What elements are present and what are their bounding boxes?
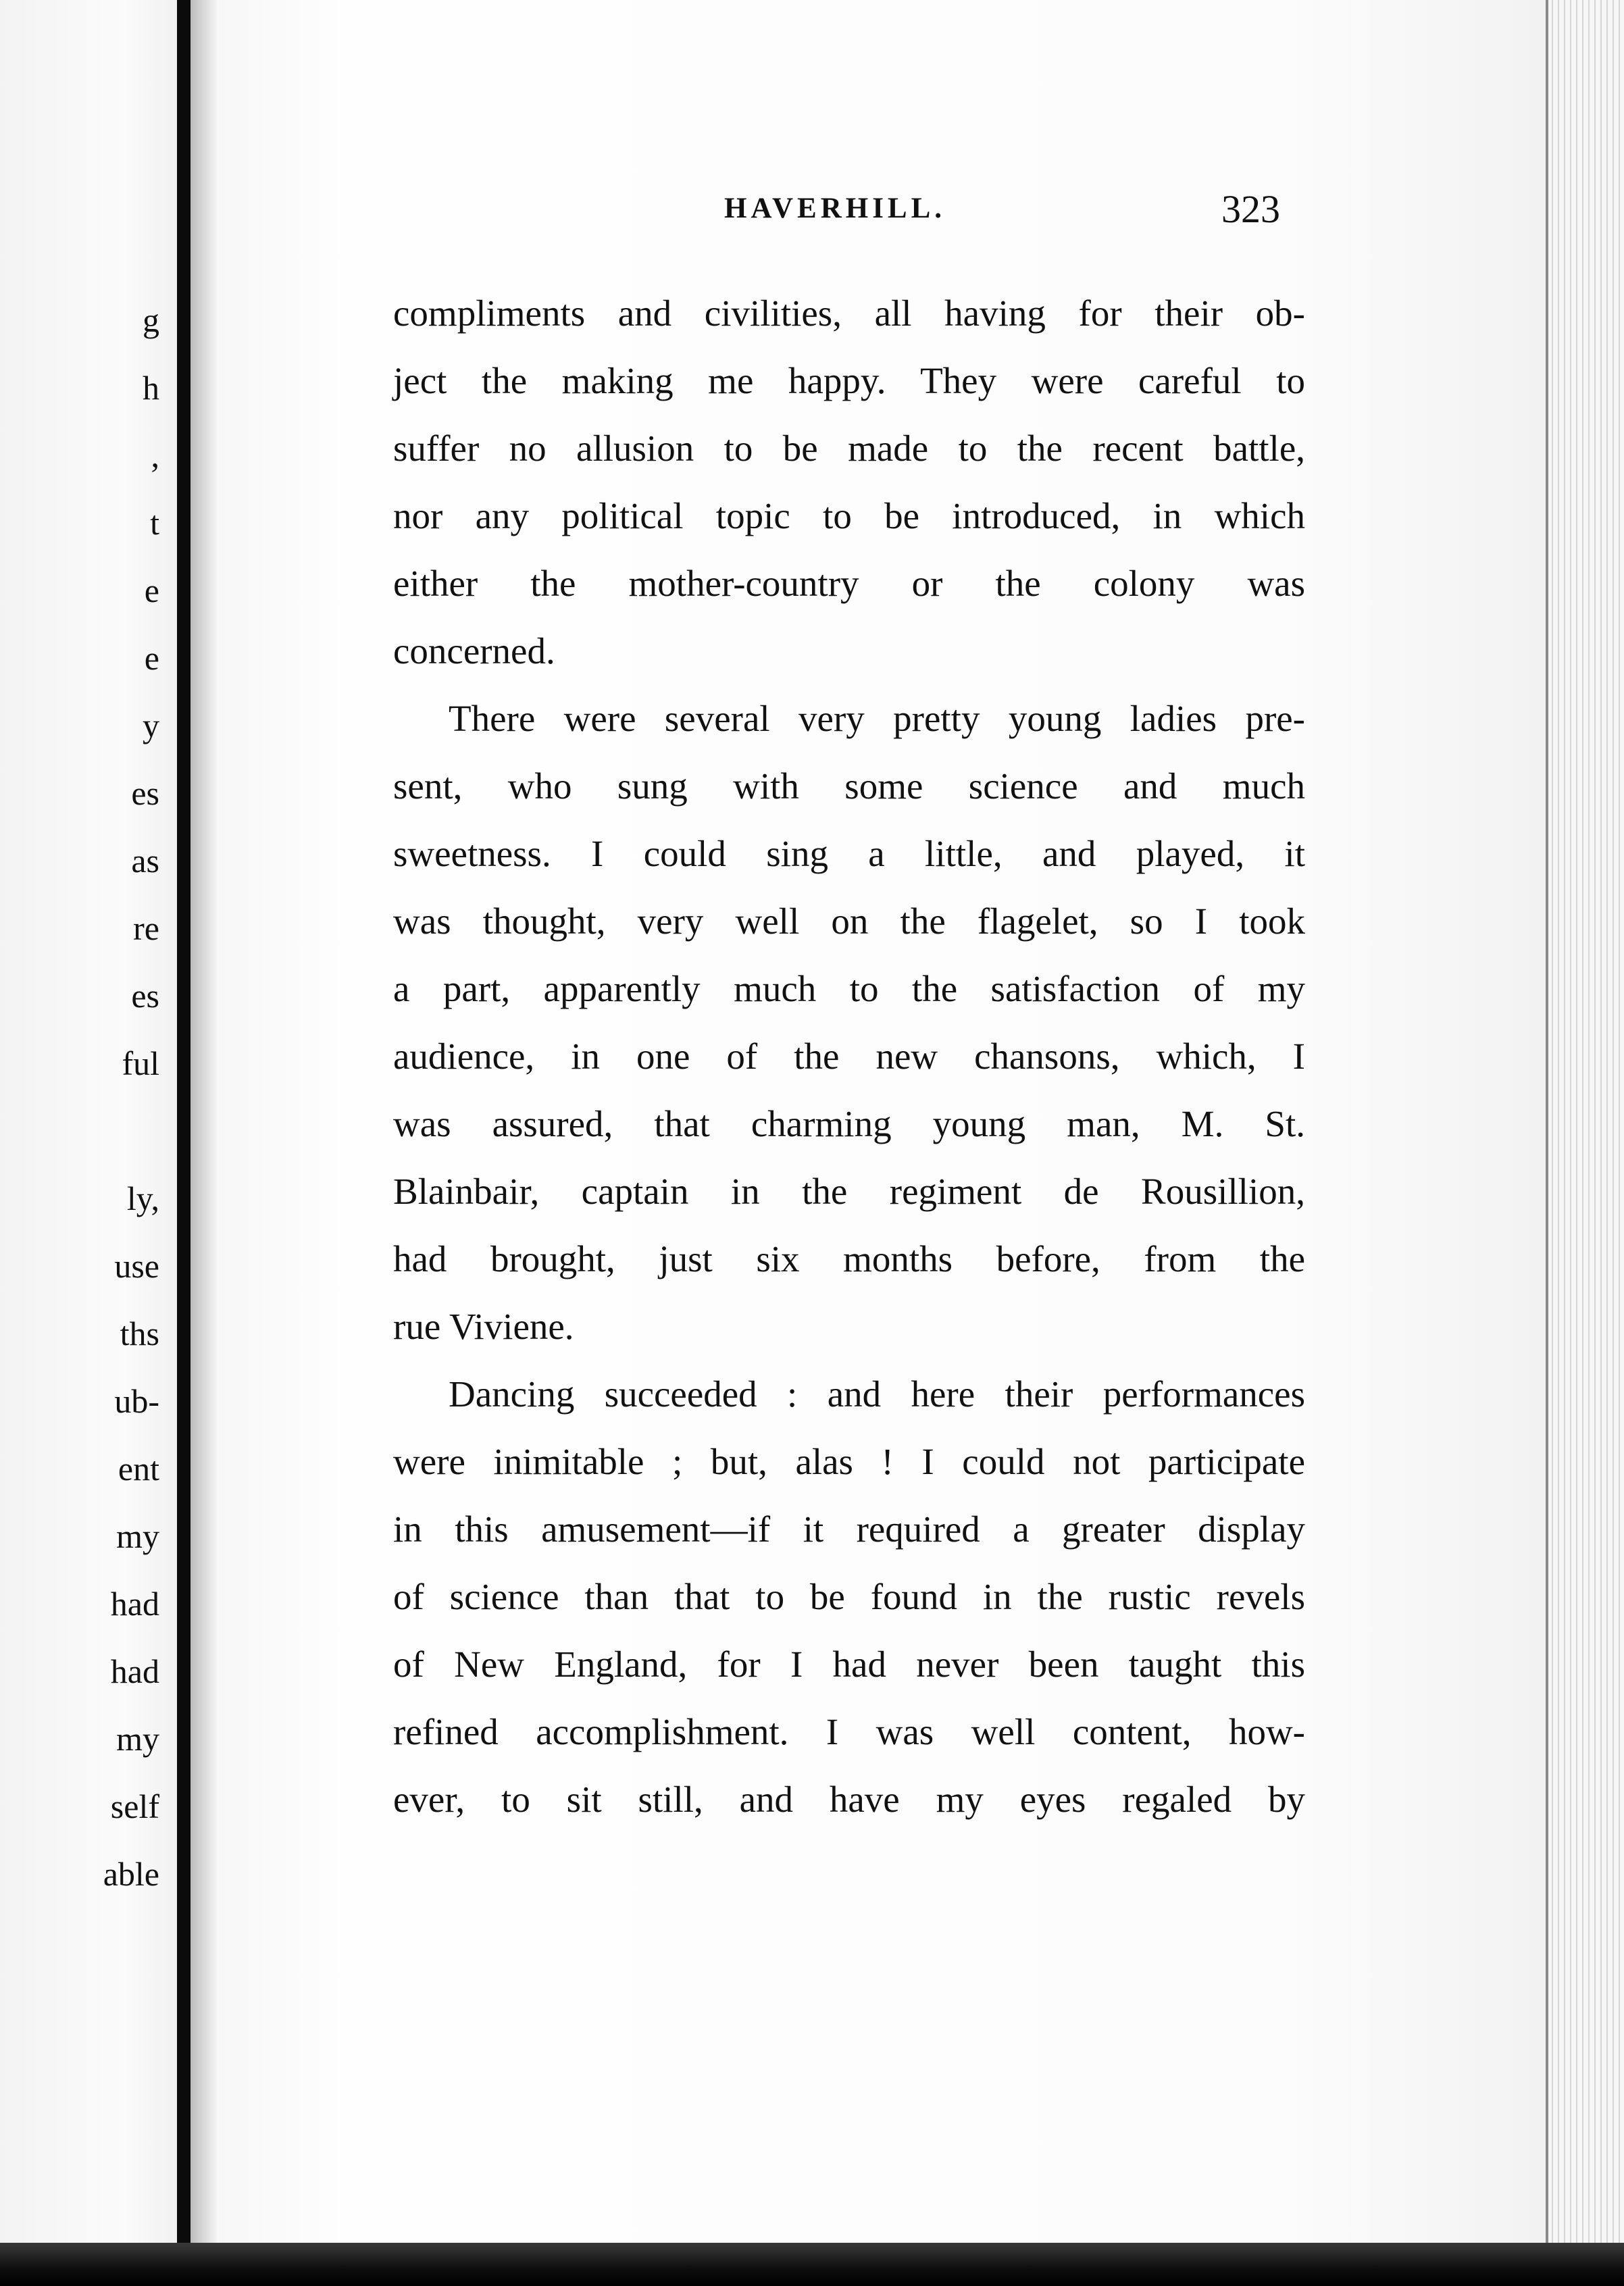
text-line: of New England, for I had never been taught this bbox=[393, 1644, 1305, 1685]
book-binding-gutter bbox=[177, 0, 191, 2250]
text-line: ever, to sit still, and have my eyes regaled by bbox=[393, 1779, 1305, 1820]
text-line: ject the making me happy. They were careful to bbox=[393, 360, 1305, 401]
facing-line-end: my bbox=[116, 1720, 159, 1758]
text-line: nor any political topic to be introduced, in which bbox=[393, 495, 1305, 536]
facing-line-end: had bbox=[110, 1652, 159, 1690]
facing-line-end: ly, bbox=[126, 1179, 159, 1217]
facing-line-end: es bbox=[131, 977, 159, 1015]
facing-line-end: ful bbox=[122, 1044, 159, 1082]
facing-line-end: had bbox=[110, 1585, 159, 1623]
text-line: refined accomplishment. I was well content, how- bbox=[393, 1711, 1305, 1752]
text-line: compliments and civilities, all having for their ob- bbox=[393, 293, 1305, 334]
facing-page-line-endings bbox=[103, 286, 159, 1908]
text-line: were inimitable ; but, alas ! I could not participate bbox=[393, 1441, 1305, 1482]
facing-line-end: y bbox=[143, 707, 159, 744]
page-edges bbox=[1546, 0, 1624, 2243]
facing-page-fragment bbox=[0, 0, 177, 2286]
text-line: sweetness. I could sing a little, and played, it bbox=[393, 833, 1305, 874]
page-edge-line bbox=[1546, 0, 1548, 2243]
facing-line-end: my bbox=[116, 1517, 159, 1555]
text-line: had brought, just six months before, from the bbox=[393, 1238, 1305, 1279]
facing-line-end: able bbox=[103, 1855, 159, 1893]
text-line: was thought, very well on the flagelet, so I took bbox=[393, 900, 1305, 942]
facing-line-end bbox=[103, 1097, 159, 1165]
text-line: Blainbair, captain in the regiment de Rousillion, bbox=[393, 1171, 1305, 1212]
paragraph-start-line: Dancing succeeded : and here their performances bbox=[449, 1373, 1305, 1415]
text-line: a part, apparently much to the satisfaction of my bbox=[393, 968, 1305, 1009]
running-head: HAVERHILL. bbox=[724, 193, 946, 224]
text-line: either the mother-country or the colony was bbox=[393, 563, 1305, 604]
page-body-text bbox=[393, 280, 1305, 1833]
facing-line-end: ub- bbox=[114, 1382, 159, 1420]
facing-line-end: self bbox=[110, 1787, 159, 1825]
facing-line-end: re bbox=[133, 909, 159, 947]
text-line: sent, who sung with some science and much bbox=[393, 765, 1305, 807]
gutter-shadow bbox=[191, 0, 218, 2250]
facing-line-end: g bbox=[143, 301, 159, 339]
facing-line-end: ths bbox=[120, 1315, 159, 1352]
facing-line-end: , bbox=[151, 436, 159, 474]
facing-line-end: e bbox=[144, 639, 159, 677]
facing-line-end: h bbox=[143, 369, 159, 407]
text-line: in this amusement—if it required a greater display bbox=[393, 1508, 1305, 1550]
facing-line-end: as bbox=[131, 842, 159, 880]
text-line: rue Viviene. bbox=[393, 1306, 574, 1347]
text-line: concerned. bbox=[393, 630, 555, 671]
text-line: of science than that to be found in the rustic revels bbox=[393, 1576, 1305, 1617]
text-line: audience, in one of the new chansons, which, I bbox=[393, 1036, 1305, 1077]
facing-line-end: ent bbox=[118, 1450, 159, 1488]
scan-bottom-border bbox=[0, 2243, 1624, 2286]
facing-line-end: t bbox=[150, 504, 159, 542]
facing-line-end: e bbox=[144, 572, 159, 609]
text-line: was assured, that charming young man, M. St. bbox=[393, 1103, 1305, 1144]
paragraph-start-line: There were several very pretty young ladies pre- bbox=[449, 698, 1305, 739]
text-line: suffer no allusion to be made to the recent battle, bbox=[393, 428, 1305, 469]
facing-line-end: es bbox=[131, 774, 159, 812]
page-number: 323 bbox=[1221, 187, 1280, 231]
facing-line-end: use bbox=[114, 1247, 159, 1285]
